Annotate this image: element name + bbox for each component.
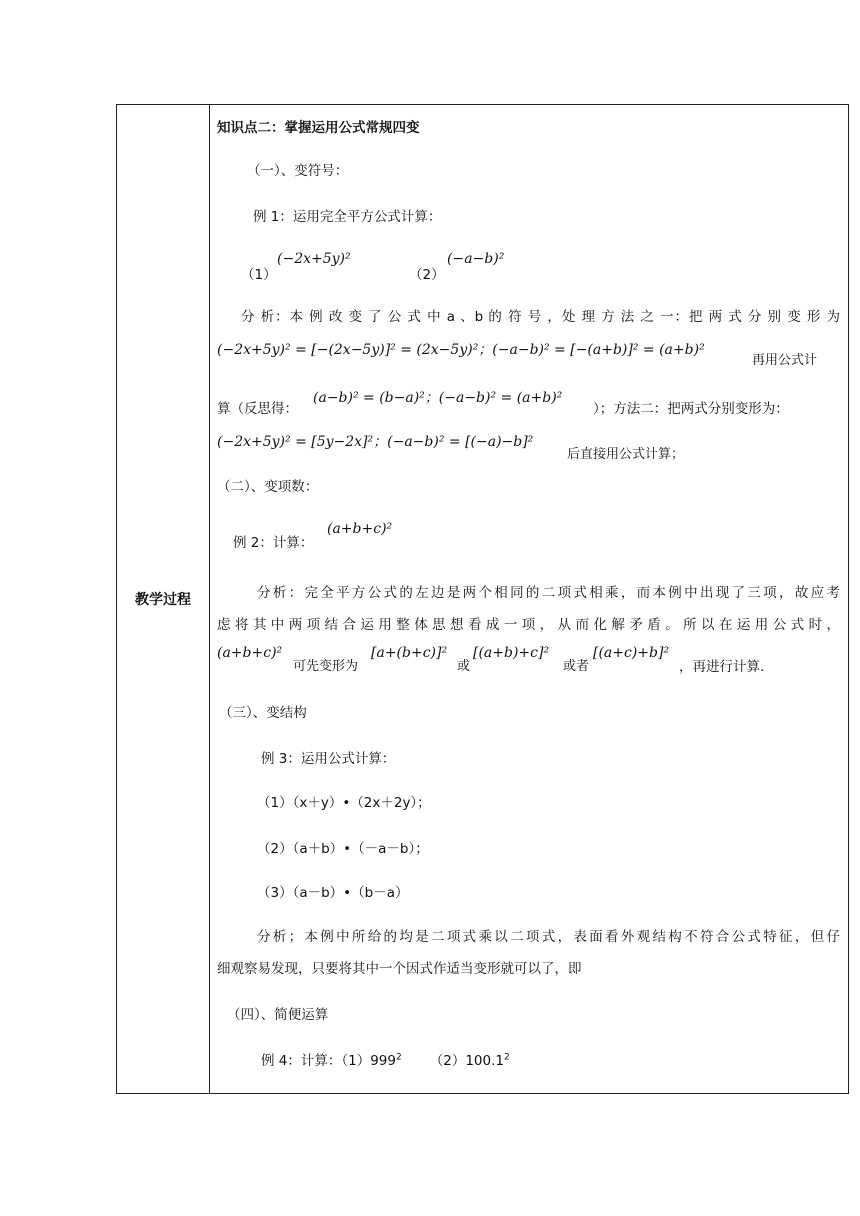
example4-sup1: 2 — [396, 1052, 402, 1063]
part1-title: （一）、变符号： — [247, 163, 349, 179]
column-divider — [209, 105, 210, 1093]
example1-label: 例 1：运用完全平方公式计算： — [253, 209, 442, 225]
example3-item-2: （2）（a＋b）•（－a－b）； — [257, 841, 429, 857]
analysis2-line3-f4: [(a+c)+b]² — [593, 645, 670, 661]
analysis1-line2-text: 再用公式计 — [752, 353, 818, 368]
part3-title: （三）、变结构 — [219, 705, 307, 721]
analysis1-line3-prefix: 算（反思得： — [217, 401, 298, 417]
analysis1-line4-formula: (−2x+5y)² = [5y−2x]²；(−a−b)² = [(−a)−b]² — [217, 434, 534, 450]
section-label: 教学过程 — [135, 592, 191, 608]
example4-mid: （2）100.1 — [429, 1053, 504, 1069]
example3-item-3: （3）（a－b）•（b－a） — [257, 885, 409, 901]
analysis2-line3-f1: (a+b+c)² — [217, 645, 283, 661]
example1-q2-label: （2） — [409, 267, 445, 283]
analysis1-line4-text: 后直接用公式计算； — [567, 447, 685, 462]
example1-q1-label: （1） — [241, 267, 277, 283]
example4-sup2: 2 — [503, 1052, 510, 1063]
content-cell — [217, 105, 840, 1093]
analysis2-line3-t2: 或 — [457, 659, 471, 674]
analysis2-line3-f3: [(a+b)+c]² — [473, 645, 550, 661]
analysis2-line3-t3: 或者 — [563, 659, 590, 674]
heading: 知识点二：掌握运用公式常规四变 — [217, 120, 420, 136]
analysis2-line3-t1: 可先变形为 — [293, 659, 359, 674]
analysis2-line3-f2: [a+(b+c)]² — [371, 645, 448, 661]
analysis2-line1: 分析：完全平方公式的左边是两个相同的二项式相乘，而本例中出现了三项，故应考 — [257, 585, 840, 601]
lesson-table — [116, 104, 849, 1094]
analysis1-line2-formula: (−2x+5y)² = [−(2x−5y)]² = (2x−5y)²；(−a−b)² = [−(a+b)]² = (a+b)² — [217, 342, 705, 358]
analysis3-line2: 细观察易发现，只要将其中一个因式作适当变形就可以了，即 — [217, 961, 582, 977]
analysis3-line1: 分析；本例中所给的均是二项式乘以二项式，表面看外观结构不符合公式特征，但仔 — [257, 929, 840, 945]
example4-line — [261, 1049, 510, 1069]
part4-title: （四）、简便运算 — [227, 1007, 329, 1023]
example2-formula: (a+b+c)² — [327, 521, 393, 537]
example3-label: 例 3：运用公式计算： — [261, 751, 396, 767]
example3-item-1: （1）（x＋y）•（2x＋2y）； — [257, 795, 431, 811]
analysis1-line1: 分 析：本 例 改 变 了 公 式 中 a 、b 的 符 号 ，处 理 方 法 之 一：把 两 式 分 别 变 形 为 — [241, 309, 840, 325]
analysis1-line3-suffix: ）；方法二：把两式分别变形为： — [593, 401, 789, 417]
analysis2-line2: 虑将其中两项结合运用整体思想看成一项，从而化解矛盾。所以在运用公式时， — [217, 617, 840, 633]
analysis2-line3-t4: ，再进行计算. — [679, 659, 765, 675]
example2-label: 例 2：计算： — [233, 535, 314, 551]
part2-title: （二）、变项数： — [217, 479, 319, 495]
example4-label: 例 4：计算：（1）999 — [261, 1053, 396, 1069]
example1-q2-formula: (−a−b)² — [447, 251, 505, 267]
example1-q1-formula: (−2x+5y)² — [277, 251, 351, 267]
analysis1-line3-formula: (a−b)² = (b−a)²；(−a−b)² = (a+b)² — [313, 390, 563, 406]
